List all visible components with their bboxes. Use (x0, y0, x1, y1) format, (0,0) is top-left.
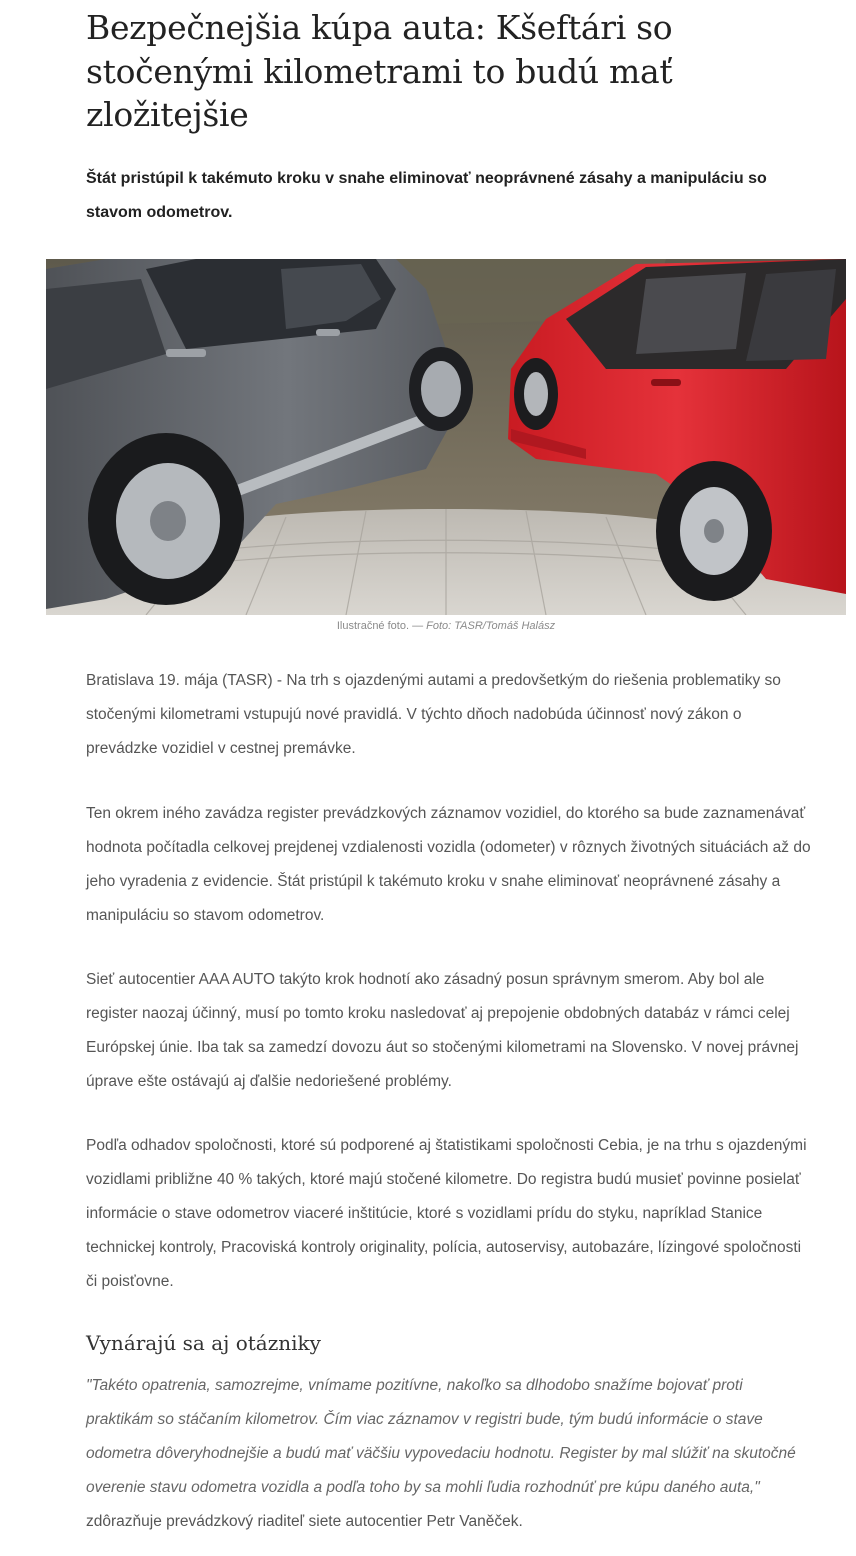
article-title: Bezpečnejšia kúpa auta: Kšeftári so stočenými kilometrami to budú mať zložitejšie (86, 8, 673, 134)
photo-credit: Foto: TASR/Tomáš Halász (426, 620, 556, 632)
article-paragraph: Sieť autocentier AAA AUTO takýto krok hodnotí ako zásadný posun správnym smerom. Aby bol ale register naozaj účinný, musí po tomto kroku nasledovať aj prepojenie obdobných databáz v rámci celej Európskej únie. Iba tak sa zamedzí dovozu áut so stočenými kilometrami na Slovensko. V novej právnej úprave ešte ostávajú aj ďalšie nedoriešené problémy. (86, 971, 799, 1090)
article-paragraph: Ten okrem iného zavádza register prevádzkových záznamov vozidiel, do ktorého sa bude zaznamenávať hodnota počítadla celkovej prejdenej vzdialenosti vozidla (odometer) v rôznych životných situáciách až do jeho vyradenia z evidencie. Štát pristúpil k takémuto kroku v snahe eliminovať neoprávnené zásahy a manipuláciu so stavom odometrov. (86, 805, 811, 924)
article-quote-paragraph (86, 1369, 808, 1539)
article-photo[interactable] (46, 259, 846, 615)
photo-caption-text: Ilustračné foto. — (336, 620, 427, 632)
article-paragraph: Podľa odhadov spoločnosti, ktoré sú podporené aj štatistikami spoločnosti Cebia, je na trhu s ojazdenými vozidlami približne 40 % takých, ktoré majú stočené kilometre. Do registra budú musieť povinne posielať informácie o stave odometrov viaceré inštitúcie, ktoré s vozidlami prídu do styku, napríklad Stanice technickej kontroly, Pracoviská kontroly originality, polícia, autoservisy, autobazáre, lízingové spoločnosti či poisťovne. (86, 1137, 807, 1290)
article-paragraph: Bratislava 19. mája (TASR) - Na trh s ojazdenými autami a predovšetkým do riešenia problematiky so stočenými kilometrami vstupujú nové pravidlá. V týchto dňoch nadobúda účinnosť nový zákon o prevádzke vozidiel v cestnej premávke. (86, 672, 781, 757)
photo-caption (46, 618, 846, 634)
cars-photo-illustration (46, 259, 846, 615)
quote-text: "Takéto opatrenia, samozrejme, vnímame pozitívne, nakoľko sa dlhodobo snažíme bojovať proti praktikám so stáčaním kilometrov. Čím viac záznamov v registri bude, tým budú informácie o stave odometra dôveryhodnejšie a budú mať väčšiu vypovedaciu hodnotu. Register by mal slúžiť na skutočné overenie stavu odometra vozidla a podľa toho by sa mohli ľudia rozhodnúť pre kúpu daného auta," (86, 1377, 796, 1496)
article-subheading: Vynárajú sa aj otázniky (86, 1331, 321, 1355)
quote-attribution: zdôrazňuje prevádzkový riaditeľ siete autocentier Petr Vaněček. (86, 1513, 523, 1530)
article-lead: Štát pristúpil k takémuto kroku v snahe eliminovať neoprávnené zásahy a manipuláciu so stavom odometrov. (86, 170, 767, 221)
